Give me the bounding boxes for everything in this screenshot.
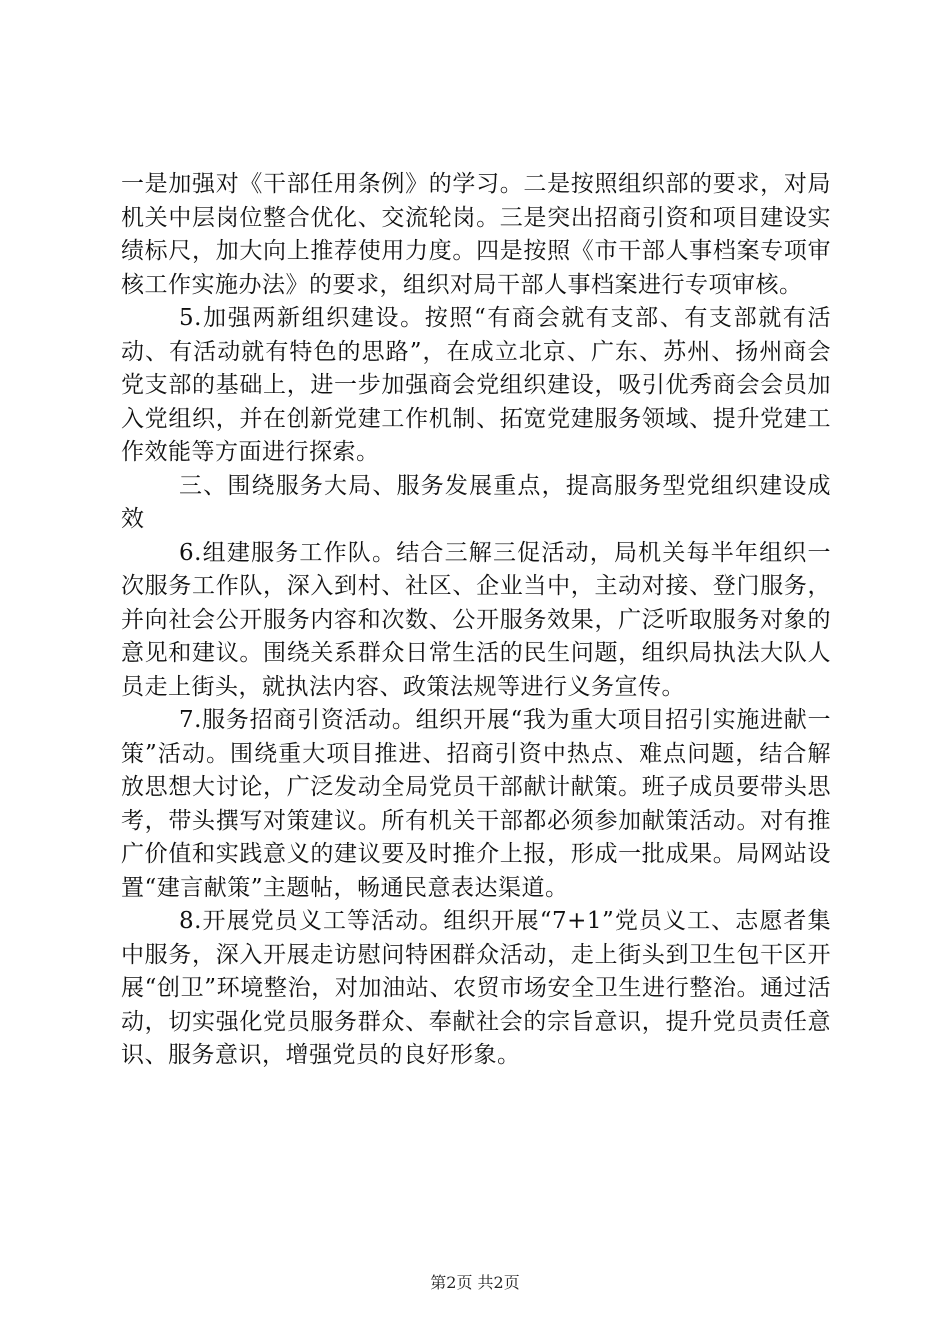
document-body (121, 168, 831, 1073)
paragraph-1: 一是加强对《干部任用条例》的学习。二是按照组织部的要求，对局机关中层岗位整合优化、交流轮岗。三是突出招商引资和项目建设实绩标尺，加大向上推荐使用力度。四是按照《市干部人事档案专项审核工作实施办法》的要求，组织对局干部人事档案进行专项审核。 (121, 171, 831, 298)
paragraph-3: 6.组建服务工作队。结合三解三促活动，局机关每半年组织一次服务工作队，深入到村、社区、企业当中，主动对接、登门服务，并向社会公开服务内容和次数、公开服务效果，广泛听取服务对象的意见和建议。围绕关系群众日常生活的民生问题，组织局执法大队人员走上街头，就执法内容、政策法规等进行义务宣传。 (121, 539, 831, 700)
paragraph-2: 5.加强两新组织建设。按照“有商会就有支部、有支部就有活动、有活动就有特色的思路”，在成立北京、广东、苏州、扬州商会党支部的基础上，进一步加强商会党组织建设，吸引优秀商会会员加入党组织，并在创新党建工作机制、拓宽党建服务领域、提升党建工作效能等方面进行探索。 (121, 305, 831, 465)
paragraph-4: 7.服务招商引资活动。组织开展“我为重大项目招引实施进献一策”活动。围绕重大项目推进、招商引资中热点、难点问题，结合解放思想大讨论，广泛发动全局党员干部献计献策。班子成员要带头思考，带头撰写对策建议。所有机关干部都必须参加献策活动。对有推广价值和实践意义的建议要及时推介上报，形成一批成果。局网站设置“建言献策”主题帖，畅通民意表达渠道。 (121, 707, 831, 901)
section-heading: 三、围绕服务大局、服务发展重点，提高服务型党组织建设成效 (121, 472, 831, 532)
page-footer: 第2页 共2页 (430, 1273, 520, 1292)
paragraph-5: 8.开展党员义工等活动。组织开展“7+1”党员义工、志愿者集中服务，深入开展走访慰问特困群众活动，走上街头到卫生包干区开展“创卫”环境整治，对加油站、农贸市场安全卫生进行整治。通过活动，切实强化党员服务群众、奉献社会的宗旨意识，提升党员责任意识、服务意识，增强党员的良好形象。 (121, 908, 831, 1068)
